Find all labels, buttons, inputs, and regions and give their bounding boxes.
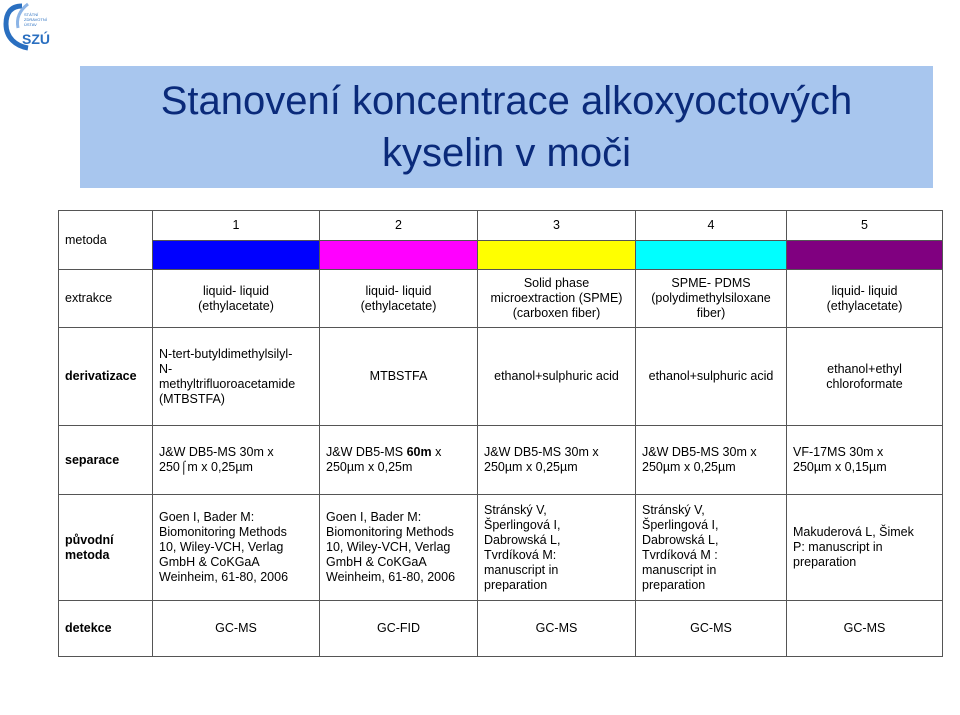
separace-cell-2 [320, 426, 478, 495]
puvodni-cell-3 [478, 495, 636, 601]
cell-line: Weinheim, 61-80, 2006 [159, 570, 289, 584]
separace-cell-4 [636, 426, 787, 495]
cell-line: Šperlingová I, [642, 517, 719, 532]
color-swatch-4 [636, 241, 787, 270]
separace-cell-5 [787, 426, 943, 495]
cell-line: manuscript in [642, 562, 717, 577]
cell-line: Goen I, Bader M: [159, 510, 255, 524]
extrakce-cell-2 [320, 270, 478, 328]
cell-line: chloroformate [826, 376, 903, 391]
cell-text: J&W DB5-MS [326, 445, 407, 459]
cell-line: manuscript in [484, 562, 559, 577]
cell-line: metoda [65, 547, 110, 562]
cell-line: N- [159, 361, 173, 376]
cell-line: preparation [793, 555, 857, 569]
svg-text:ÚSTAV: ÚSTAV [24, 22, 37, 27]
cell-line: (ethylacetate) [826, 298, 903, 313]
derivatizace-cell-3 [478, 328, 636, 426]
extrakce-cell-5 [787, 270, 943, 328]
row-label-metoda: metoda [59, 211, 153, 270]
cell-line: Stránský V, [484, 502, 547, 517]
row-label-puvodni-metoda [59, 495, 153, 601]
cell-line: J&W DB5-MS 30m x [642, 445, 757, 459]
detekce-cell-2: GC-FID [320, 601, 478, 657]
puvodni-cell-2 [320, 495, 478, 601]
cell-line: Makuderová L, Šimek [793, 525, 914, 539]
separace-cell-3 [478, 426, 636, 495]
cell-line: ethanol+sulphuric acid [494, 369, 619, 383]
cell-line: 10, Wiley-VCH, Verlag [326, 540, 451, 554]
cell-line: microextraction (SPME) [490, 291, 623, 305]
cell-line: Tvrdíková M : [642, 547, 718, 562]
cell-line: 250µm x 0,15µm [793, 460, 887, 474]
row-label-extrakce: extrakce [59, 270, 153, 328]
cell-line: Solid phase [523, 276, 590, 290]
cell-line: VF-17MS 30m x [793, 445, 884, 459]
cell-line: liquid- liquid [831, 283, 898, 298]
cell-line: N-tert-butyldimethylsilyl- [159, 346, 293, 361]
row-label-derivatizace: derivatizace [59, 328, 153, 426]
cell-line: 250⌠m x 0,25µm [159, 460, 253, 474]
method-number: 3 [478, 211, 636, 241]
cell-line: J&W DB5-MS 30m x [159, 445, 274, 459]
methods-table [58, 210, 943, 657]
cell-line: Goen I, Bader M: [326, 510, 422, 524]
extrakce-cell-4 [636, 270, 787, 328]
derivatizace-cell-4 [636, 328, 787, 426]
szu-logo [2, 0, 56, 54]
cell-line: Dabrowská L, [484, 532, 561, 547]
puvodni-cell-4 [636, 495, 787, 601]
cell-line: liquid- liquid [202, 283, 269, 298]
method-number: 5 [787, 211, 943, 241]
row-color-swatches [59, 241, 943, 270]
cell-line: Dabrowská L, [642, 532, 719, 547]
row-label-separace: separace [59, 426, 153, 495]
derivatizace-cell-2 [320, 328, 478, 426]
row-extrakce [59, 270, 943, 328]
color-swatch-1 [153, 241, 320, 270]
title-line-2: kyselin v moči [382, 131, 631, 175]
cell-line: GmbH & CoKGaA [326, 555, 427, 569]
svg-text:STÁTNÍ: STÁTNÍ [24, 12, 39, 17]
cell-line: Stránský V, [642, 502, 705, 517]
cell-line: (MTBSTFA) [159, 391, 225, 406]
row-detekce [59, 601, 943, 657]
separace-cell-1 [153, 426, 320, 495]
cell-line: liquid- liquid [365, 283, 432, 298]
cell-line: 250µm x 0,25µm [642, 460, 736, 474]
detekce-cell-5: GC-MS [787, 601, 943, 657]
cell-line: fiber) [696, 306, 726, 320]
cell-line: P: manuscript in [793, 540, 883, 554]
cell-line: Biomonitoring Methods [326, 525, 454, 539]
cell-line: 250µm x 0,25m [326, 460, 413, 474]
cell-line: Tvrdíková M: [484, 547, 557, 562]
svg-text:SZÚ: SZÚ [22, 31, 50, 47]
row-separace [59, 426, 943, 495]
cell-line [326, 445, 471, 460]
row-puvodni-metoda [59, 495, 943, 601]
color-swatch-3 [478, 241, 636, 270]
derivatizace-cell-1 [153, 328, 320, 426]
title-banner [80, 66, 933, 188]
cell-line: (polydimethylsiloxane [651, 291, 771, 305]
cell-line: Weinheim, 61-80, 2006 [326, 570, 456, 584]
derivatizace-cell-5 [787, 328, 943, 426]
puvodni-cell-5 [787, 495, 943, 601]
puvodni-cell-1 [153, 495, 320, 601]
color-swatch-5 [787, 241, 943, 270]
cell-line: Šperlingová I, [484, 517, 561, 532]
svg-text:ZDRAVOTNÍ: ZDRAVOTNÍ [24, 17, 47, 22]
row-label-detekce: detekce [59, 601, 153, 657]
cell-line: J&W DB5-MS 30m x [484, 445, 599, 459]
cell-line: GmbH & CoKGaA [159, 555, 260, 569]
row-derivatizace [59, 328, 943, 426]
row-metoda [59, 211, 943, 241]
title-line-1: Stanovení koncentrace alkoxyoctových [160, 79, 853, 123]
cell-text-bold: 60m [406, 445, 432, 459]
color-swatch-2 [320, 241, 478, 270]
method-number: 4 [636, 211, 787, 241]
detekce-cell-1: GC-MS [153, 601, 320, 657]
detekce-cell-4: GC-MS [636, 601, 787, 657]
extrakce-cell-3 [478, 270, 636, 328]
cell-line: ethanol+ethyl [827, 361, 902, 376]
cell-line: (carboxen fiber) [512, 306, 601, 320]
cell-line: Biomonitoring Methods [159, 525, 287, 539]
cell-line: (ethylacetate) [360, 298, 437, 313]
cell-line: ethanol+sulphuric acid [648, 369, 774, 383]
cell-line: SPME- PDMS [671, 276, 751, 290]
detekce-cell-3: GC-MS [478, 601, 636, 657]
cell-line: původní [65, 532, 114, 547]
cell-line: (ethylacetate) [198, 298, 274, 313]
cell-line: methyltrifluoroacetamide [159, 376, 296, 391]
cell-line: MTBSTFA [369, 369, 428, 383]
cell-text: x [431, 445, 442, 459]
extrakce-cell-1 [153, 270, 320, 328]
cell-line: 10, Wiley-VCH, Verlag [159, 540, 284, 554]
cell-line: preparation [484, 577, 548, 592]
cell-line: 250µm x 0,25µm [484, 460, 578, 474]
method-number: 2 [320, 211, 478, 241]
method-number: 1 [153, 211, 320, 241]
cell-line: preparation [642, 577, 706, 592]
